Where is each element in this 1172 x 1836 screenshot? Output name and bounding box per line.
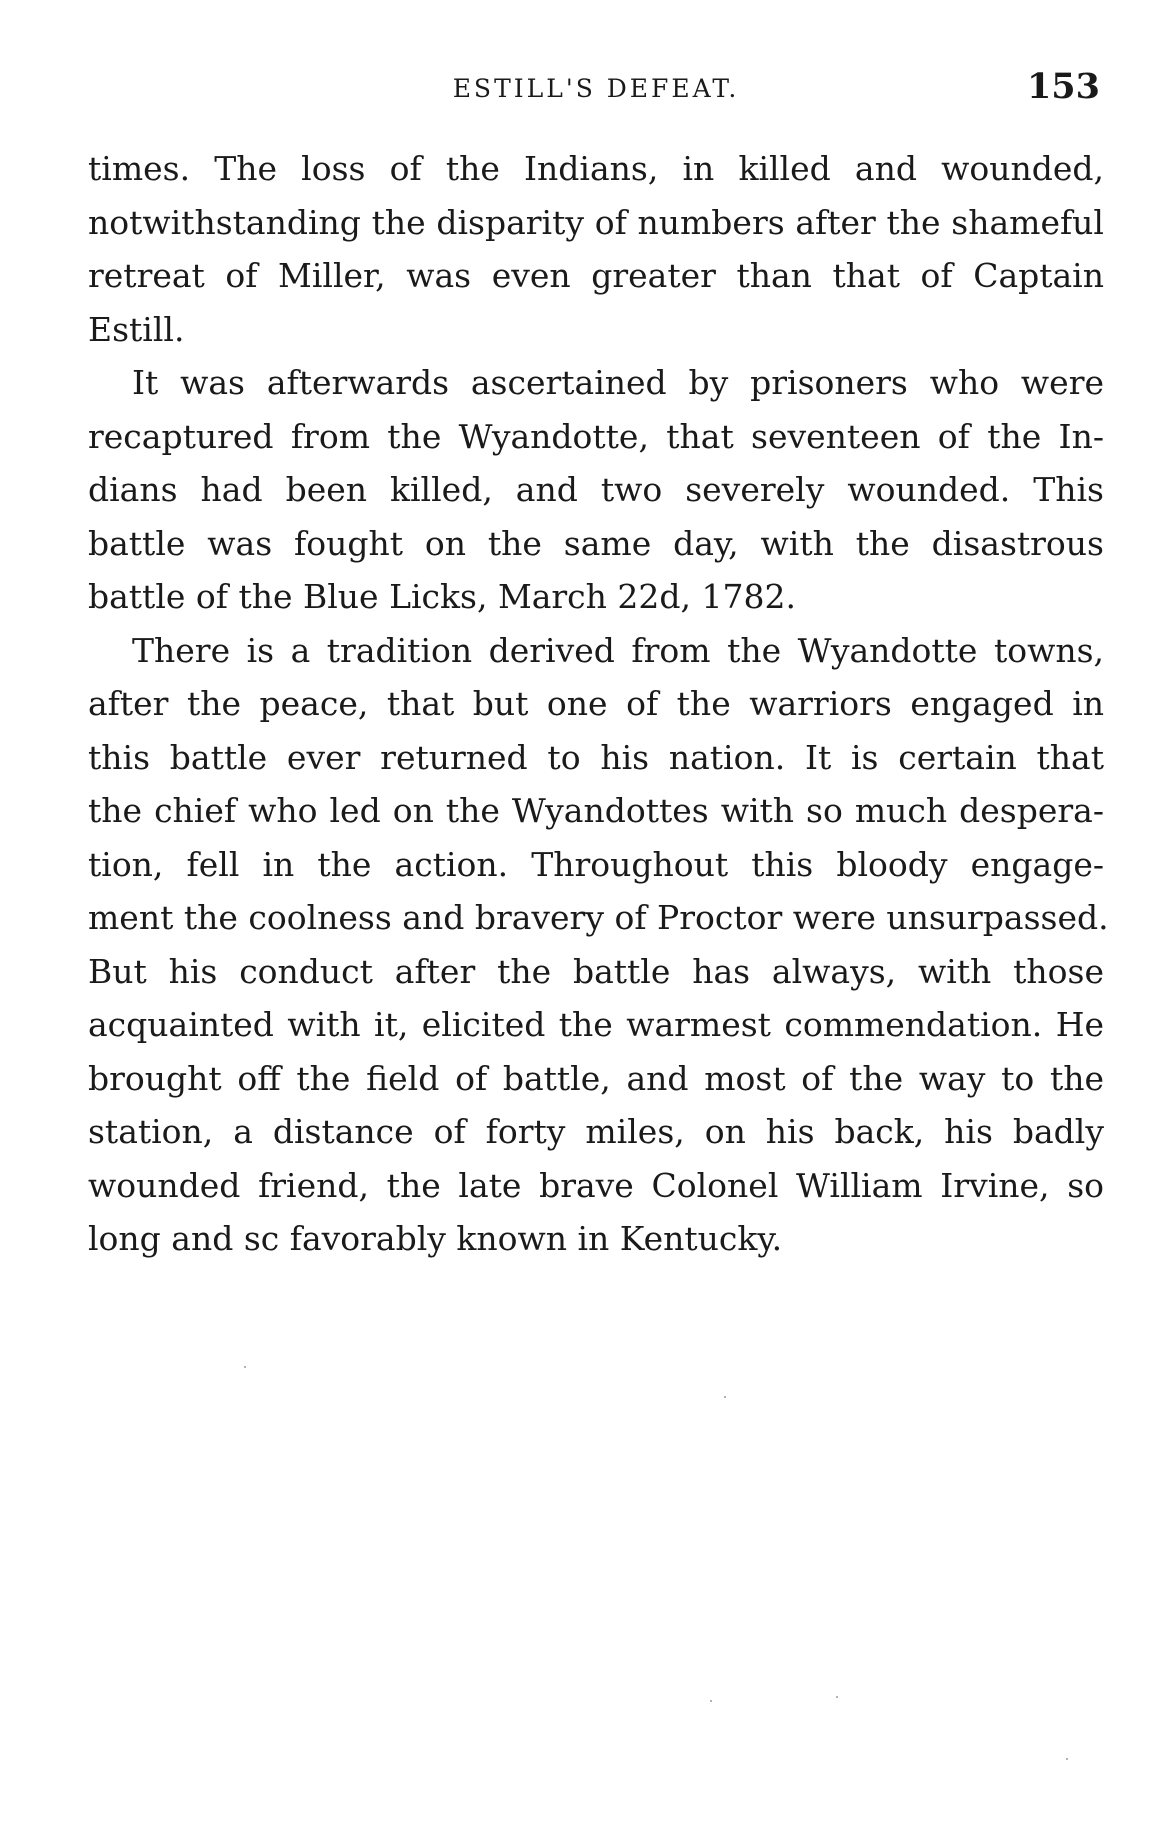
book-page — [88, 60, 1109, 1266]
text-line: the chief who led on the Wyandottes with so much despera- — [88, 791, 1104, 830]
paper-speck — [710, 1700, 712, 1702]
text-line: But his conduct after the battle has always, with those — [88, 951, 1104, 991]
text-line: dians had been killed, and two severely wounded. This — [88, 470, 1104, 509]
paper-speck — [244, 1366, 246, 1368]
text-line: station, a distance of forty miles, on his back, his badly — [88, 1112, 1104, 1151]
paragraph-2 — [88, 356, 1104, 624]
text-line: times. The loss of the Indians, in killed and wounded, — [88, 149, 1104, 188]
paper-speck — [836, 1696, 838, 1698]
paragraph-3 — [88, 624, 1109, 1266]
text-line: notwithstanding the disparity of numbers after the shameful — [88, 202, 1104, 242]
paper-speck — [724, 1396, 726, 1398]
text-line: retreat of Miller, was even greater than that of Captain — [88, 256, 1104, 295]
text-line: this battle ever returned to his nation. It is certain that — [88, 737, 1104, 777]
text-line: ment the coolness and bravery of Proctor were unsurpassed. — [88, 898, 1109, 937]
running-title: ESTILL'S DEFEAT. — [452, 74, 740, 103]
text-line: It was afterwards ascertained by prisoners who were — [132, 363, 1104, 402]
text-line: battle was fought on the same day, with the disastrous — [88, 523, 1104, 563]
text-line: Estill. — [88, 309, 185, 349]
text-line: acquainted with it, elicited the warmest commendation. He — [88, 1005, 1104, 1044]
page-number: 153 — [1026, 66, 1100, 107]
text-line: brought off the field of battle, and most of the way to the — [88, 1058, 1104, 1098]
text-line: after the peace, that but one of the warriors engaged in — [88, 684, 1104, 723]
text-line: recaptured from the Wyandotte, that seventeen of the In- — [88, 416, 1104, 456]
paragraph-1 — [88, 142, 1104, 356]
text-line: wounded friend, the late brave Colonel William Irvine, so — [88, 1165, 1104, 1205]
text-line: long and sc favorably known in Kentucky. — [88, 1219, 783, 1258]
body-text — [88, 142, 1109, 1266]
text-line: There is a tradition derived from the Wyandotte towns, — [132, 630, 1104, 670]
running-head — [88, 60, 1104, 120]
paper-speck — [1066, 1758, 1068, 1760]
text-line: tion, fell in the action. Throughout this bloody engage- — [88, 844, 1104, 884]
text-line: battle of the Blue Licks, March 22d, 1782. — [88, 577, 796, 616]
